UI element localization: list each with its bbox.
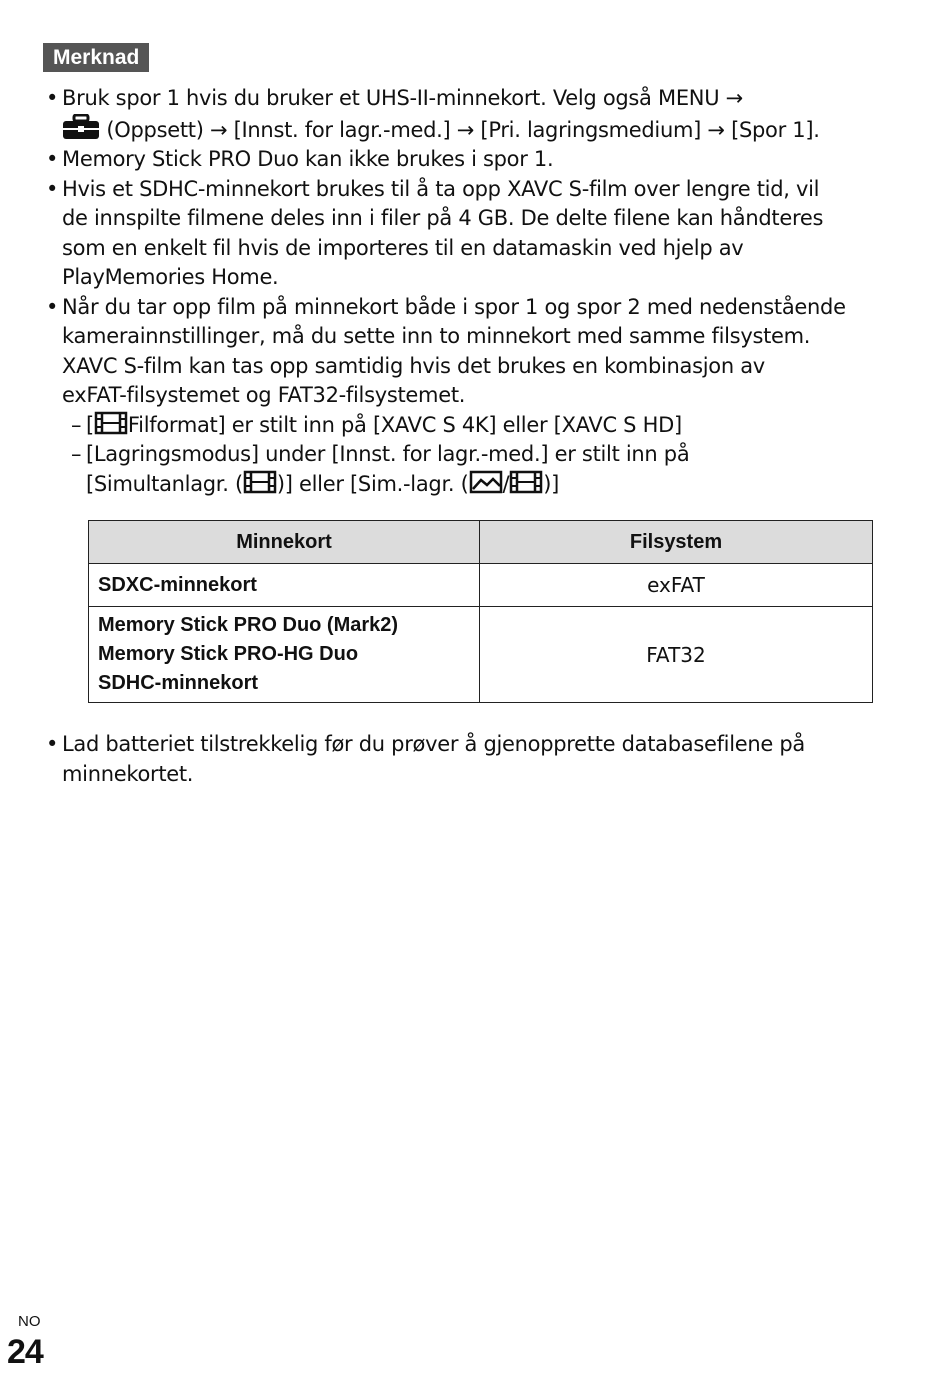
list-item — [43, 145, 883, 175]
sub-list-item — [43, 411, 883, 441]
note-text: Når du tar opp film på minnekort både i spor 1 og spor 2 med nedenstående — [62, 294, 846, 319]
note-text: [Simultanlagr. ( — [86, 471, 243, 496]
card-cell — [89, 607, 480, 703]
filesystem-table — [88, 520, 873, 703]
column-header-card: Minnekort — [89, 521, 480, 564]
film-strip-icon — [243, 470, 277, 494]
note-text: [ — [86, 412, 94, 437]
note-text: minnekortet. — [62, 761, 194, 786]
list-item — [43, 84, 883, 145]
note-text: Lad batteriet tilstrekkelig før du prøver å gjenopprette databasefilene på — [62, 732, 805, 756]
note-text: PlayMemories Home. — [62, 265, 279, 289]
note-section-after-table — [43, 730, 883, 789]
note-text: Memory Stick PRO Duo kan ikke brukes i spor 1. — [62, 147, 554, 171]
note-text: Filformat] er stilt inn på [XAVC S 4K] eller [XAVC S HD] — [127, 412, 682, 437]
card-name: Memory Stick PRO-HG Duo — [98, 643, 359, 665]
note-text: exFAT-filsystemet og FAT32-filsystemet. — [62, 383, 466, 407]
note-text: )] — [543, 471, 560, 496]
table-row — [89, 607, 873, 703]
note-header: Merknad — [43, 43, 149, 72]
note-text: )] eller [Sim.-lagr. ( — [276, 471, 469, 496]
table-header-row — [89, 521, 873, 564]
list-item — [43, 730, 883, 789]
table-row — [89, 564, 873, 607]
filesystem-cell: exFAT — [480, 564, 873, 607]
note-text: de innspilte filmene deles inn i filer på 4 GB. De delte filene kan håndteres — [62, 206, 824, 230]
note-text: XAVC S-film kan tas opp samtidig hvis det brukes en kombinasjon av — [62, 353, 765, 378]
card-name: SDXC-minnekort — [98, 573, 257, 596]
note-text: [Lagringsmodus] under [Innst. for lagr.-med.] er stilt inn på — [86, 442, 690, 466]
sub-list-item — [43, 440, 883, 499]
note-text: kamerainnstillinger, må du sette inn to minnekort med samme filsystem. — [62, 324, 811, 348]
page-number: 24 — [7, 1333, 43, 1371]
list-item — [43, 175, 883, 293]
note-text: (Oppsett) → [Innst. for lagr.-med.] → [Pri. lagringsmedium] → [Spor 1]. — [106, 117, 820, 142]
page-language-label: NO — [18, 1313, 41, 1330]
note-section — [43, 43, 883, 499]
list-item — [43, 293, 883, 411]
note-text: som en enkelt fil hvis de importeres til en datamaskin ved hjelp av — [62, 235, 744, 260]
card-name: Memory Stick PRO Duo (Mark2) — [98, 614, 399, 636]
note-text: Bruk spor 1 hvis du bruker et UHS-II-minnekort. Velg også MENU → — [62, 86, 743, 110]
note-text: Hvis et SDHC-minnekort brukes til å ta opp XAVC S-film over lengre tid, vil — [62, 176, 820, 201]
note-text: / — [502, 471, 510, 496]
still-image-icon — [469, 470, 503, 494]
column-header-filesystem: Filsystem — [480, 521, 873, 564]
toolbox-icon — [62, 114, 100, 140]
card-name: SDHC-minnekort — [98, 672, 259, 694]
filesystem-cell: FAT32 — [480, 607, 873, 703]
film-strip-icon — [509, 470, 543, 494]
film-strip-icon — [94, 411, 128, 435]
card-cell — [89, 564, 480, 607]
